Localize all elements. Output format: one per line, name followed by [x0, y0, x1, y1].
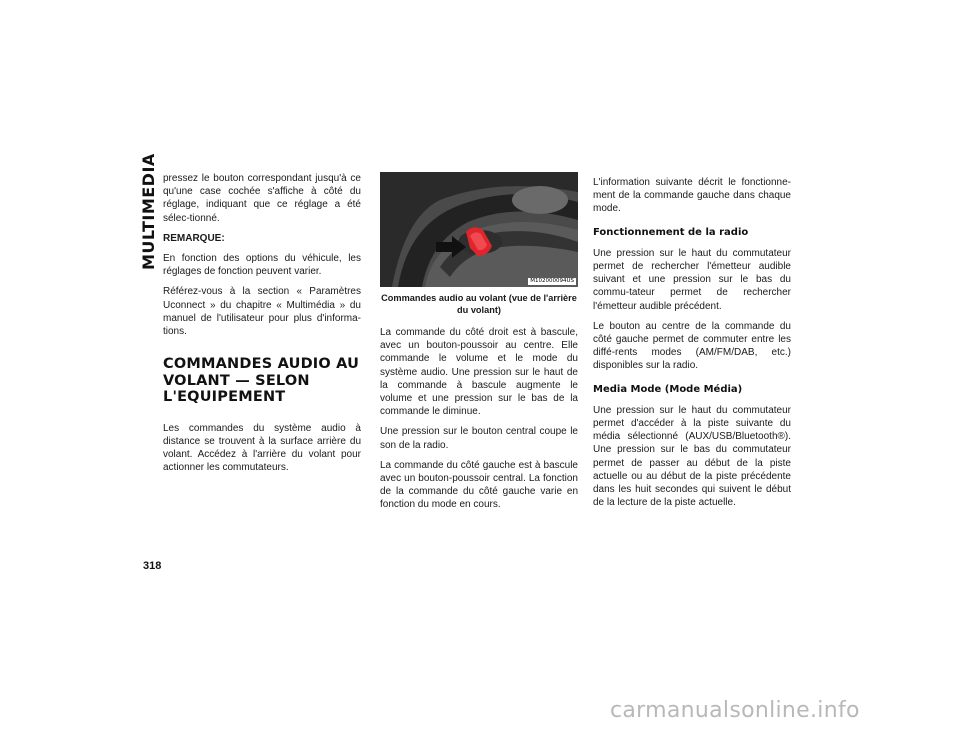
- paragraph: La commande du côté droit est à bascule, avec un bouton-poussoir au centre. Elle commande le volume et le mode du système audio. Une pression sur le haut de la commande à bascule augmente le volume et une pression sur le bas de la commande le diminue.: [380, 327, 578, 418]
- column-right: [593, 176, 791, 516]
- section-title-line: L'EQUIPEMENT: [163, 389, 286, 406]
- paragraph: Référez-vous à la section « Paramètres Uconnect » du chapitre « Multimédia » du manuel de l'utilisateur pour plus d'informa-tions.: [163, 286, 361, 338]
- subsection-title: Fonctionnement de la radio: [593, 226, 749, 238]
- paragraph: La commande du côté gauche est à bascule avec un bouton-poussoir central. La fonction de la commande du côté gauche varie en fonction du mode en cours.: [380, 459, 578, 511]
- section-title: [163, 356, 361, 406]
- figure-id: M102000094US: [530, 278, 574, 284]
- subsection-title: Media Mode (Mode Média): [593, 383, 743, 395]
- column-left: [163, 172, 361, 482]
- remark-label: REMARQUE:: [163, 232, 225, 244]
- paragraph: Les commandes du système audio à distance se trouvent à la surface arrière du volant. Accédez à l'arrière du volant pour actionner les commutateurs.: [163, 422, 361, 474]
- page-number: 318: [143, 560, 162, 572]
- section-title-line: COMMANDES AUDIO AU: [163, 356, 360, 373]
- column-middle: [380, 172, 578, 519]
- paragraph: Le bouton au centre de la commande du côté gauche permet de commuter entre les diffé-rents modes (AM/FM/DAB, etc.) disponibles sur la radio.: [593, 320, 791, 372]
- steering-wheel-figure: [380, 172, 578, 287]
- side-tab-label: MULTIMEDIA: [139, 153, 158, 270]
- paragraph: Une pression sur le haut du commutateur permet de rechercher l'émetteur audible suivant et une pression sur le bas du commu-tateur permet de rechercher l'émetteur audible précédent.: [593, 247, 791, 312]
- side-tab: [138, 153, 160, 270]
- paragraph: Une pression sur le haut du commutateur permet d'accéder à la piste suivante du média sélectionné (AUX/USB/Bluetooth®). Une pression sur le bas du commutateur permet de passer au début de la piste actuelle ou au début de la piste précédente dans les huit secondes qui suivent le début de la lecture de la piste actuelle.: [593, 404, 791, 509]
- remark-text: En fonction des options du véhicule, les réglages de fonction peuvent varier.: [163, 253, 361, 278]
- watermark: carmanualsonline.info: [610, 698, 860, 723]
- section-title-line: VOLANT — SELON: [163, 372, 310, 389]
- steering-wheel-illustration: [380, 172, 578, 287]
- paragraph: L'information suivante décrit le fonctionne-ment de la commande gauche dans chaque mode.: [593, 177, 791, 215]
- paragraph: Une pression sur le bouton central coupe le son de la radio.: [380, 426, 578, 451]
- paragraph: pressez le bouton correspondant jusqu'à ce qu'une case cochée s'affiche à côté du réglage, indiquant que ce réglage a été sélec-tionné.: [163, 173, 361, 224]
- figure-caption: Commandes audio au volant (vue de l'arrière du volant): [381, 293, 577, 315]
